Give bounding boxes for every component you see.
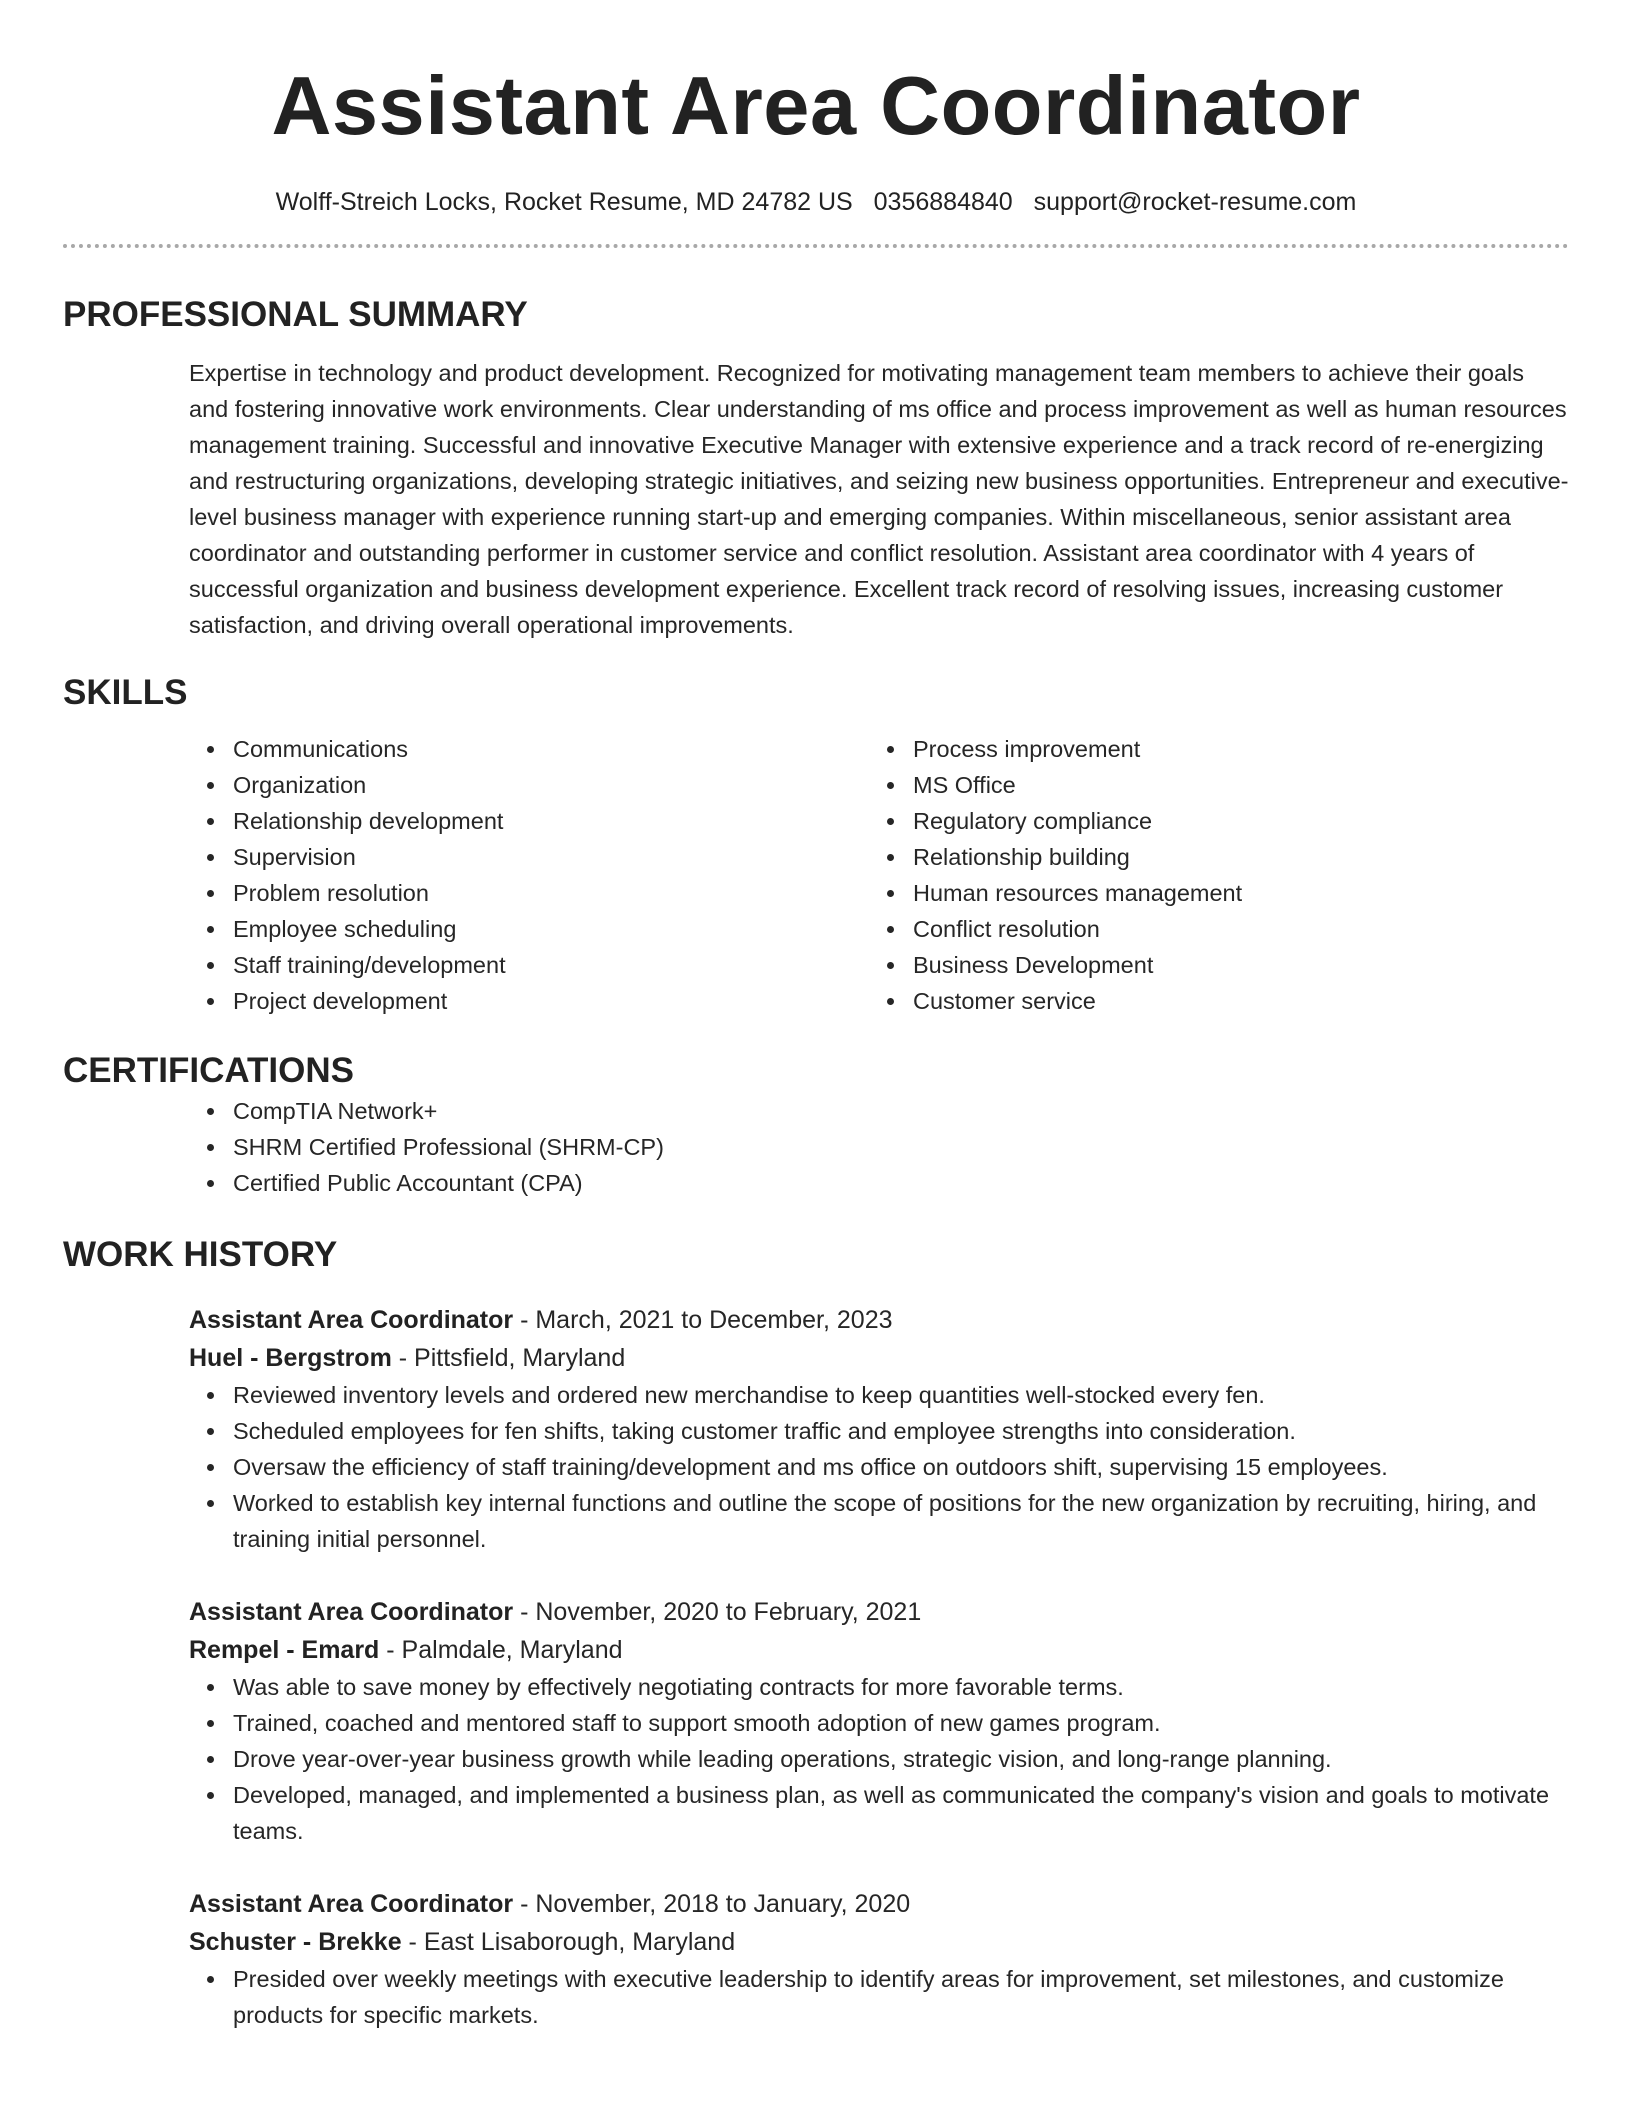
skill-item: Project development bbox=[233, 983, 869, 1019]
skill-item: Organization bbox=[233, 767, 869, 803]
skills-column-left bbox=[189, 731, 869, 1019]
summary-heading: PROFESSIONAL SUMMARY bbox=[63, 295, 528, 334]
job-bullet: Drove year-over-year business growth while leading operations, strategic vision, and long-range planning. bbox=[233, 1741, 1569, 1777]
skills-heading: SKILLS bbox=[63, 673, 188, 712]
job-dates: - November, 2018 to January, 2020 bbox=[513, 1890, 911, 1918]
job-role: Assistant Area Coordinator bbox=[189, 1306, 514, 1334]
candidate-name: Assistant Area Coordinator bbox=[271, 59, 1361, 152]
job-dates: - March, 2021 to December, 2023 bbox=[513, 1306, 893, 1334]
skill-item: Relationship development bbox=[233, 803, 869, 839]
header-divider bbox=[63, 244, 1569, 248]
summary-text: Expertise in technology and product development. Recognized for motivating management team members to achieve their goals and fostering innovative work environments. Clear understanding of ms office and process improvement as well as human resources management training. Successful and innovative Executive Manager with extensive experience and a track record of re-energizing and restructuring organizations, developing strategic initiatives, and seizing new business opportunities. Entrepreneur and executive-level business manager with experience running start-up and emerging companies. Within miscellaneous, senior assistant area coordinator and outstanding performer in customer service and conflict resolution. Assistant area coordinator with 4 years of successful organization and business development experience. Excellent track record of resolving issues, increasing customer satisfaction, and driving overall operational improvements. bbox=[189, 360, 1569, 638]
job-bullets bbox=[189, 1669, 1569, 1849]
job-bullet: Was able to save money by effectively negotiating contracts for more favorable terms. bbox=[233, 1669, 1569, 1705]
job-company-line bbox=[189, 1339, 1569, 1377]
job-bullet: Worked to establish key internal functions and outline the scope of positions for the new organization by recruiting, hiring, and training initial personnel. bbox=[233, 1485, 1569, 1557]
contact-phone: 0356884840 bbox=[873, 188, 1013, 216]
certifications-list bbox=[189, 1093, 1569, 1201]
skills-list bbox=[189, 731, 1569, 1019]
contact-address: Wolff-Streich Locks, Rocket Resume, MD 24782 US bbox=[275, 188, 853, 216]
job-entry bbox=[189, 1301, 1569, 1557]
skill-item: Staff training/development bbox=[233, 947, 869, 983]
job-bullet: Developed, managed, and implemented a business plan, as well as communicated the company's vision and goals to motivate teams. bbox=[233, 1777, 1569, 1849]
skill-item: Process improvement bbox=[913, 731, 1549, 767]
job-company: Rempel - Emard bbox=[189, 1636, 380, 1664]
job-company-line bbox=[189, 1923, 1569, 1961]
job-bullet: Scheduled employees for fen shifts, taking customer traffic and employee strengths into consideration. bbox=[233, 1413, 1569, 1449]
job-title-line bbox=[189, 1301, 1569, 1339]
skill-item: Conflict resolution bbox=[913, 911, 1549, 947]
job-dates: - November, 2020 to February, 2021 bbox=[513, 1598, 922, 1626]
job-bullets bbox=[189, 1377, 1569, 1557]
job-location: - East Lisaborough, Maryland bbox=[401, 1928, 736, 1956]
job-location: - Pittsfield, Maryland bbox=[391, 1344, 626, 1372]
contact-email[interactable]: support@rocket-resume.com bbox=[1033, 188, 1357, 216]
job-company: Schuster - Brekke bbox=[189, 1928, 402, 1956]
skill-item: Supervision bbox=[233, 839, 869, 875]
skill-item: Employee scheduling bbox=[233, 911, 869, 947]
skill-item: Communications bbox=[233, 731, 869, 767]
skill-item: Human resources management bbox=[913, 875, 1549, 911]
job-location: - Palmdale, Maryland bbox=[379, 1636, 623, 1664]
certification-item: CompTIA Network+ bbox=[233, 1093, 1569, 1129]
job-role: Assistant Area Coordinator bbox=[189, 1598, 514, 1626]
job-bullets bbox=[189, 1961, 1569, 2033]
skill-item: MS Office bbox=[913, 767, 1549, 803]
job-title-line bbox=[189, 1593, 1569, 1631]
certification-item: SHRM Certified Professional (SHRM-CP) bbox=[233, 1129, 1569, 1165]
job-bullet: Presided over weekly meetings with executive leadership to identify areas for improvement, set milestones, and customize products for specific markets. bbox=[233, 1961, 1569, 2033]
job-title-line bbox=[189, 1885, 1569, 1923]
skill-item: Regulatory compliance bbox=[913, 803, 1549, 839]
skills-column-right bbox=[869, 731, 1549, 1019]
job-role: Assistant Area Coordinator bbox=[189, 1890, 514, 1918]
contact-line bbox=[63, 185, 1569, 219]
certification-item: Certified Public Accountant (CPA) bbox=[233, 1165, 1569, 1201]
certifications-heading: CERTIFICATIONS bbox=[63, 1051, 355, 1090]
job-bullet: Oversaw the efficiency of staff training/development and ms office on outdoors shift, supervising 15 employees. bbox=[233, 1449, 1569, 1485]
job-bullet: Reviewed inventory levels and ordered new merchandise to keep quantities well-stocked every fen. bbox=[233, 1377, 1569, 1413]
job-bullet: Trained, coached and mentored staff to support smooth adoption of new games program. bbox=[233, 1705, 1569, 1741]
skill-item: Relationship building bbox=[913, 839, 1549, 875]
skill-item: Customer service bbox=[913, 983, 1549, 1019]
job-entry bbox=[189, 1593, 1569, 1849]
job-company: Huel - Bergstrom bbox=[189, 1344, 392, 1372]
job-company-line bbox=[189, 1631, 1569, 1669]
skill-item: Business Development bbox=[913, 947, 1549, 983]
skill-item: Problem resolution bbox=[233, 875, 869, 911]
work-history-heading: WORK HISTORY bbox=[63, 1235, 338, 1274]
job-entry bbox=[189, 1885, 1569, 2033]
